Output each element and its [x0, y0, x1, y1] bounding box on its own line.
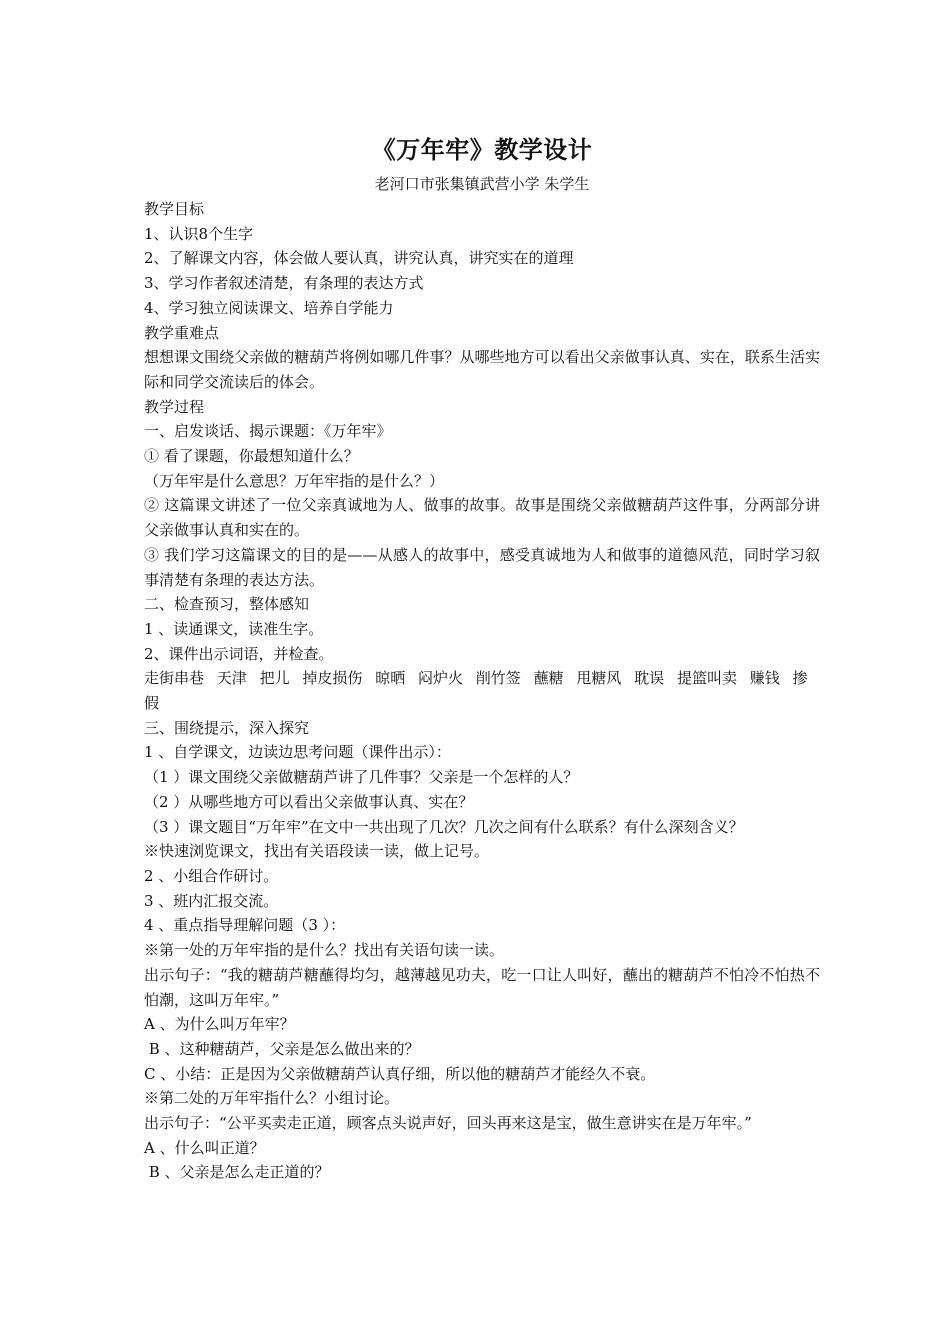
answer-item: B 、父亲是怎么走正道的？ [144, 1163, 330, 1182]
answer-item: C 、小结：正是因为父亲做糖葫芦认真仔细，所以他的糖葫芦才能经久不衰。 [144, 1064, 656, 1083]
vocab-word: 走街串巷 [144, 669, 205, 688]
process-paragraph: ② 这篇课文讲述了一位父亲真诚地为人、做事的故事。故事是围绕父亲做糖葫芦这件事，分两部分讲父亲做事认真和实在的。 [144, 496, 820, 540]
document-title: 《万年牢》教学设计 [371, 135, 593, 164]
note-item: ※快速浏览课文，找出有关语段读一读，做上记号。 [144, 842, 490, 861]
quote-paragraph: 出示句子：“公平买卖走正道，顾客点头说声好，回头再来这是宝，做生意讲实在是万年牢。” [144, 1114, 752, 1133]
vocab-word: 赚钱 [749, 669, 780, 688]
vocab-word: 蘸糖 [533, 669, 564, 688]
process-paragraph: ③ 我们学习这篇课文的目的是——从感人的故事中，感受真诚地为人和做事的道德风范，同时学习叙事清楚有条理的表达方法。 [144, 545, 820, 589]
goal-item: 3、学习作者叙述清楚，有条理的表达方式 [144, 274, 424, 293]
vocab-word: 把儿 [259, 669, 290, 688]
vocabulary-list [144, 666, 820, 715]
vocab-word: 提篮叫卖 [676, 669, 737, 688]
process-item: 2、课件出示词语，并检查。 [144, 644, 334, 663]
vocab-word: 掺假 [144, 669, 808, 713]
vocab-word: 削竹签 [475, 669, 521, 688]
process-item: 3 、班内汇报交流。 [144, 891, 279, 910]
goal-item: 4、学习独立阅读课文、培养自学能力 [144, 298, 394, 317]
process-step: 三、围绕提示，深入探究 [144, 718, 310, 737]
process-item: （万年牢是什么意思？万年牢指的是什么？） [144, 471, 445, 490]
document-author: 老河口市张集镇武营小学 朱学生 [374, 175, 590, 193]
question-item: （1 ）课文围绕父亲做糖葫芦讲了几件事？父亲是一个怎样的人？ [144, 768, 579, 787]
vocab-word: 甩糖风 [576, 669, 622, 688]
section-heading-difficulties: 教学重难点 [144, 323, 220, 342]
vocab-word: 掉皮损伤 [302, 669, 363, 688]
question-item: （3 ）课文题目“万年牢”在文中一共出现了几次？几次之间有什么联系？有什么深刻含义？ [144, 817, 744, 836]
process-item: 4 、重点指导理解问题（3 ）： [144, 916, 346, 935]
section-heading-goals: 教学目标 [144, 200, 205, 218]
answer-item: A 、什么叫正道？ [144, 1138, 265, 1157]
process-step: 一、启发谈话、揭示课题：《万年牢》 [144, 422, 392, 441]
goal-item: 2、了解课文内容，体会做人要认真，讲究认真，讲究实在的道理 [144, 249, 574, 268]
difficulty-paragraph: 想想课文围绕父亲做的糖葫芦将例如哪几件事？从哪些地方可以看出父亲做事认真、实在，联系生活实际和同学交流读后的体会。 [144, 348, 820, 391]
answer-item: A 、为什么叫万年牢？ [144, 1015, 295, 1034]
vocab-word: 闷炉火 [417, 669, 463, 688]
vocab-word: 晾晒 [375, 669, 406, 688]
note-item: ※第一处的万年牢指的是什么？找出有关语句读一读。 [144, 941, 505, 960]
goal-item: 1、认识8个生字 [144, 224, 254, 243]
process-item: 1 、读通课文，读准生字。 [144, 619, 324, 638]
process-item: 2 、小组合作研讨。 [144, 866, 279, 885]
note-item: ※第二处的万年牢指什么？小组讨论。 [144, 1089, 400, 1108]
vocab-word: 耽误 [634, 669, 665, 688]
section-heading-process: 教学过程 [144, 397, 205, 416]
document-body [144, 130, 820, 1185]
process-item: 1 、自学课文，边读边思考问题（课件出示）： [144, 743, 451, 762]
answer-item: B 、这种糖葫芦，父亲是怎么做出来的？ [144, 1039, 420, 1058]
process-item: ① 看了课题，你最想知道什么？ [144, 447, 359, 466]
quote-paragraph: 出示句子：“我的糖葫芦糖蘸得均匀，越薄越见功夫，吃一口让人叫好，蘸出的糖葫芦不怕冷不怕热不怕潮，这叫万年牢。” [144, 965, 820, 1009]
question-item: （2 ）从哪些地方可以看出父亲做事认真、实在？ [144, 792, 474, 811]
process-step: 二、检查预习，整体感知 [144, 595, 310, 614]
vocab-word: 天津 [216, 669, 247, 688]
